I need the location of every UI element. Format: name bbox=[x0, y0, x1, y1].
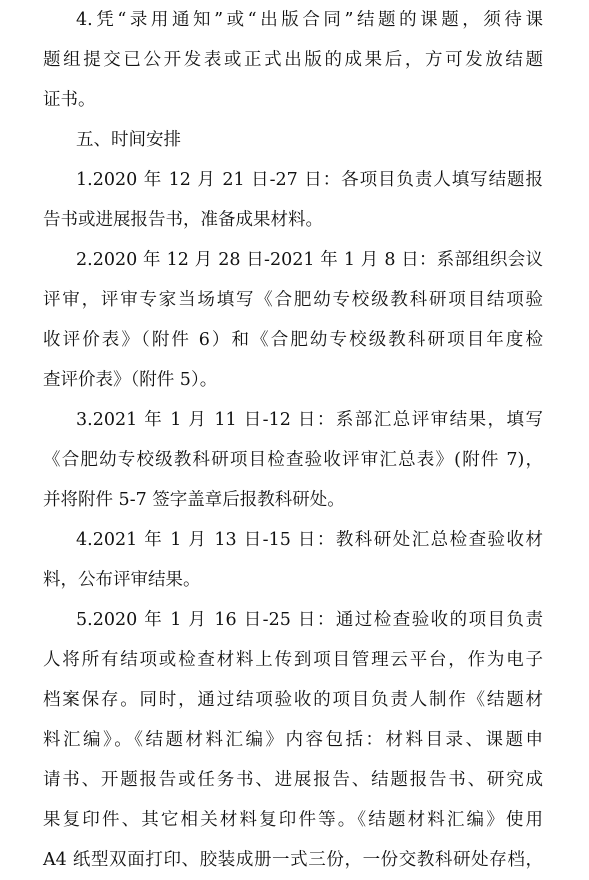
text-line: 查评价表》（附件 5）。 bbox=[43, 370, 218, 390]
schedule-item-1-line-2 bbox=[0, 200, 589, 240]
text-line: 3.2021 年 1 月 11 日-12 日：系部汇总评审结果，填写 bbox=[76, 410, 543, 430]
text-line: 请书、开题报告或任务书、进展报告、结题报告书、研究成 bbox=[43, 770, 543, 790]
text-line: 题组提交已公开发表或正式出版的成果后，方可发放结题 bbox=[43, 50, 543, 70]
schedule-item-2-line-2 bbox=[0, 280, 589, 320]
schedule-item-5-line-1 bbox=[0, 600, 589, 640]
text-line: 告书或进展报告书，准备成果材料。 bbox=[43, 210, 323, 230]
schedule-item-2-line-4 bbox=[0, 360, 589, 400]
schedule-item-5-line-5 bbox=[0, 760, 589, 800]
schedule-item-5-line-6 bbox=[0, 800, 589, 840]
text-line: 4.凭“录用通知”或“出版合同”结题的课题，须待课 bbox=[76, 10, 543, 30]
text-line: 5.2020 年 1 月 16 日-25 日：通过检查验收的项目负责 bbox=[76, 610, 543, 630]
section-heading-schedule bbox=[0, 120, 589, 160]
heading-text: 五、时间安排 bbox=[76, 130, 181, 150]
schedule-item-2-line-3 bbox=[0, 320, 589, 360]
schedule-item-3-line-2 bbox=[0, 440, 589, 480]
paragraph-item-4-line-2 bbox=[0, 40, 589, 80]
schedule-item-5-line-2 bbox=[0, 640, 589, 680]
text-line: 4.2021 年 1 月 13 日-15 日：教科研处汇总检查验收材 bbox=[76, 530, 543, 550]
text-line: A4 纸型双面打印、胶装成册一式三份，一份交教科研处存档， bbox=[43, 850, 543, 870]
text-line: 料汇编》。《结题材料汇编》内容包括：材料目录、课题申 bbox=[43, 730, 543, 750]
schedule-item-5-line-4 bbox=[0, 720, 589, 760]
text-line: 档案保存。同时，通过结项验收的项目负责人制作《结题材 bbox=[43, 690, 543, 710]
text-line: 并将附件 5-7 签字盖章后报教科研处。 bbox=[43, 490, 345, 510]
schedule-item-2-line-1 bbox=[0, 240, 589, 280]
text-line: 果复印件、其它相关材料复印件等。《结题材料汇编》使用 bbox=[43, 810, 543, 830]
text-line: 收评价表》（附件 6）和《合肥幼专校级教科研项目年度检 bbox=[43, 330, 543, 350]
text-line: 评审，评审专家当场填写《合肥幼专校级教科研项目结项验 bbox=[43, 290, 543, 310]
text-line: 料，公布评审结果。 bbox=[43, 570, 201, 590]
schedule-item-4-line-2 bbox=[0, 560, 589, 600]
schedule-item-5-line-7 bbox=[0, 840, 589, 880]
paragraph-item-4-line-3 bbox=[0, 80, 589, 120]
paragraph-item-4-line-1 bbox=[0, 0, 589, 40]
schedule-item-3-line-3 bbox=[0, 480, 589, 520]
schedule-item-1-line-1 bbox=[0, 160, 589, 200]
text-line: 1.2020 年 12 月 21 日-27 日：各项目负责人填写结题报 bbox=[76, 170, 543, 190]
text-line: 证书。 bbox=[43, 90, 96, 110]
text-line: 人将所有结项或检查材料上传到项目管理云平台，作为电子 bbox=[43, 650, 543, 670]
text-line: 2.2020 年 12 月 28 日-2021 年 1 月 8 日：系部组织会议 bbox=[76, 250, 543, 270]
text-line: 《合肥幼专校级教科研项目检查验收评审汇总表》(附件 7)， bbox=[43, 450, 543, 470]
schedule-item-4-line-1 bbox=[0, 520, 589, 560]
schedule-item-5-line-3 bbox=[0, 680, 589, 720]
schedule-item-3-line-1 bbox=[0, 400, 589, 440]
